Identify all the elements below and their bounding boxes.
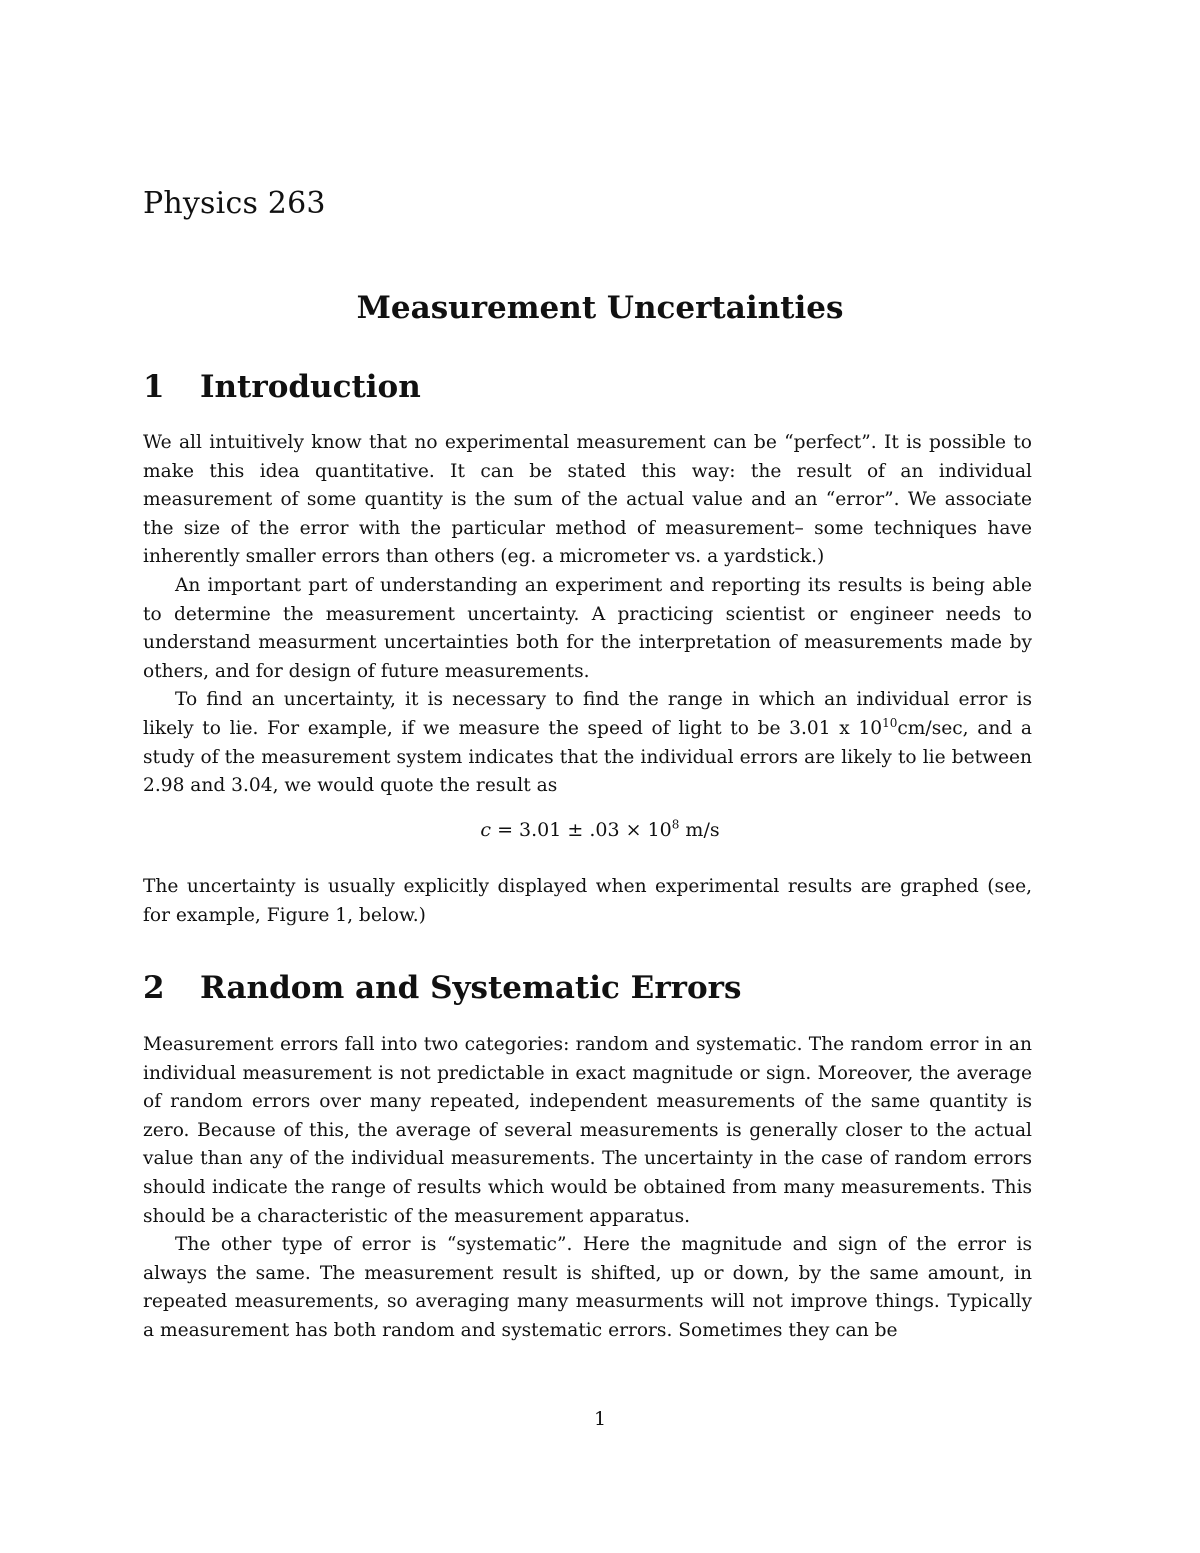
speed-of-light-equation <box>0 819 1200 841</box>
equation-unit: m/s <box>679 819 720 841</box>
text-run: cm/sec, and a study of the measurement system indicates that the individual errors are likely to lie between 2.98 and 3.04, we would quote the result as <box>143 717 1032 797</box>
paragraph: We all intuitively know that no experimental measurement can be “perfect”. It is possible to make this idea quantitative. It can be stated this way: the result of an individual measurement of some quantity is the sum of the actual value and an “error”. We associate the size of the error with the particular method of measurement– some techniques have inherently smaller errors than others (eg. a micrometer vs. a yardstick.) <box>143 432 1032 568</box>
text-run: To find an uncertainty, it is necessary to find the range in which an individual error is likely to lie. For example, if we measure the speed of light to be 3.01 x 10 <box>143 689 1032 739</box>
introduction-body-continued <box>143 873 1032 930</box>
paragraph: The other type of error is “systematic”. Here the magnitude and sign of the error is always the same. The measurement result is shifted, up or down, by the same amount, in repeated measurements, so averaging many measurments will not improve things. Typically a measurement has both random and systematic errors. Sometimes they can be <box>143 1234 1032 1341</box>
paragraph: The uncertainty is usually explicitly displayed when experimental results are graphed (see, for example, Figure 1, below.) <box>143 876 1032 926</box>
introduction-body <box>143 429 1032 801</box>
equation-variable: c <box>480 819 492 841</box>
paragraph: An important part of understanding an experiment and reporting its results is being able to determine the measurement uncertainty. A practicing scientist or engineer needs to understand measurment uncertainties both for the interpretation of measurements made by others, and for design of future measurements. <box>143 574 1032 682</box>
paragraph: Measurement errors fall into two categories: random and systematic. The random error in an individual measurement is not predictable in exact magnitude or sign. Moreover, the average of random errors over many repeated, independent measurements of the same quantity is zero. Because of this, the average of several measurements is generally closer to the actual value than any of the individual measurements. The uncertainty in the case of random errors should indicate the range of results which would be obtained from many measurements. This should be a characteristic of the measurement apparatus. <box>143 1034 1032 1227</box>
equation-exponent: 8 <box>671 817 680 832</box>
equation-expression: = 3.01 ± .03 × 10 <box>491 819 672 841</box>
paragraph <box>143 686 1032 800</box>
section-heading-introduction <box>143 369 421 405</box>
random-systematic-body <box>143 1031 1032 1346</box>
section-heading-random-systematic <box>143 970 741 1006</box>
page-number: 1 <box>593 1408 607 1430</box>
exponent: 10 <box>882 715 898 730</box>
section-title: Introduction <box>200 369 421 405</box>
document-title: Measurement Uncertainties <box>356 290 844 326</box>
section-title: Random and Systematic Errors <box>200 970 742 1006</box>
course-name: Physics 263 <box>143 186 326 221</box>
section-number: 2 <box>143 970 165 1006</box>
section-number: 1 <box>143 369 165 405</box>
